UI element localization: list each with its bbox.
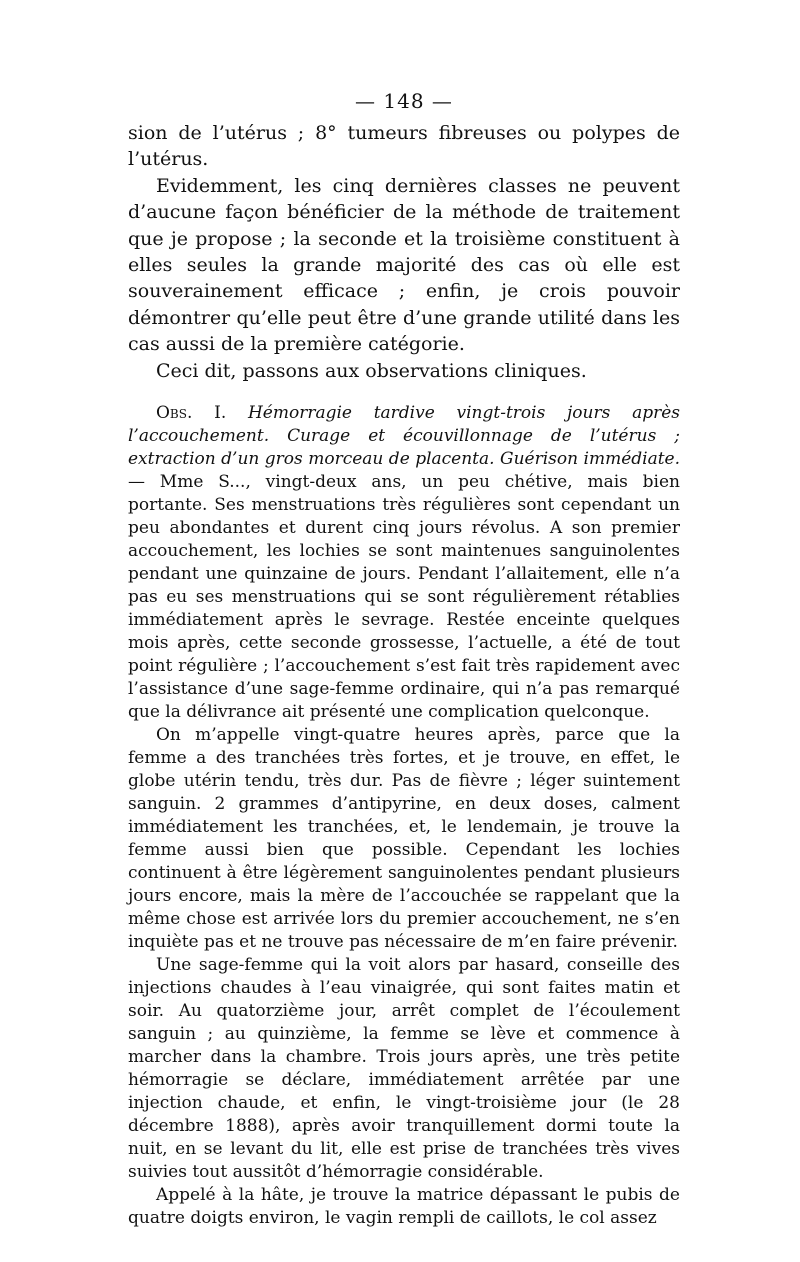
intro-section [128,120,680,384]
book-page [128,88,680,1230]
intro-paragraph-continuation: sion de l’utérus ; 8° tumeurs fibreuses ou polypes de l’utérus. [128,122,680,171]
observation-opening-paragraph [128,402,680,724]
observation-title: Hémorragie tardive vingt-trois jours après l’accouchement. Curage et écouvillonnage de l’utérus ; extraction d’un gros morceau de placenta. Guérison immédiate. [128,403,680,470]
observation-paragraph-examination: Appelé à la hâte, je trouve la matrice dépassant le pubis de quatre doigts environ, le vagin rempli de caillots, le col assez [128,1185,680,1229]
observation-paragraph-day-one: On m’appelle vingt-quatre heures après, parce que la femme a des tranchées très fortes, et je trouve, en effet, le globe utérin tendu, très dur. Pas de fièvre ; léger suintement sanguin. 2 grammes d’antipyrine, en deux doses, calment immédiatement les tranchées, et, le lendemain, je trouve la femme aussi bien que possible. Cependant les lochies continuent à être légèrement sanguinolentes pendant plusieurs jours encore, mais la mère de l’accouchée se rappelant que la même chose est arrivée lors du premier accouchement, ne s’en inquiète pas et ne trouve pas nécessaire de m’en faire prévenir. [128,725,680,953]
observation-paragraph-hemorrhage: Une sage-femme qui la voit alors par hasard, conseille des injections chaudes à l’eau vinaigrée, qui sont faites matin et soir. Au quatorzième jour, arrêt complet de l’écoulement sanguin ; au quinzième, la femme se lève et commence à marcher dans la chambre. Trois jours après, une très petite hémorragie se déclare, immédiatement arrêtée par une injection chaude, et enfin, le vingt-troisième jour (le 28 décembre 1888), après avoir tranquillement dormi toute la nuit, en se levant du lit, elle est prise de tranchées très vives suivies tout aussitôt d’hémorragie considérable. [128,955,680,1183]
intro-paragraph-transition: Ceci dit, passons aux observations cliniques. [156,359,587,382]
observation-label: Obs. I. [156,403,227,424]
intro-paragraph-classes: Evidemment, les cinq dernières classes ne peuvent d’aucune façon bénéficier de la méthode de traitement que je propose ; la seconde et la troisième constituent à elles seules la grande majorité des cas où elle est souverainement efficace ; enfin, je crois pouvoir démontrer qu’elle peut être d’une grande utilité dans les cas aussi de la première catégorie. [128,174,680,356]
observation-lead-text: — Mme S..., vingt-deux ans, un peu chétive, mais bien portante. Ses menstruations très régulières sont cependant un peu abondantes et durent cinq jours révolus. A son premier accouchement, les lochies se sont maintenues sanguinolentes pendant une quinzaine de jours. Pendant l’allaitement, elle n’a pas eu ses menstruations qui se sont régulièrement rétablies immédiatement après le sevrage. Restée enceinte quelques mois après, cette seconde grossesse, l’actuelle, a été de tout point régulière ; l’accouchement s’est fait très rapidement avec l’assistance d’une sage-femme ordinaire, qui n’a pas remarqué que la délivrance ait présenté une complication quelconque. [128,472,680,723]
observation-section [128,402,680,1230]
page-number: — 148 — [355,89,453,113]
